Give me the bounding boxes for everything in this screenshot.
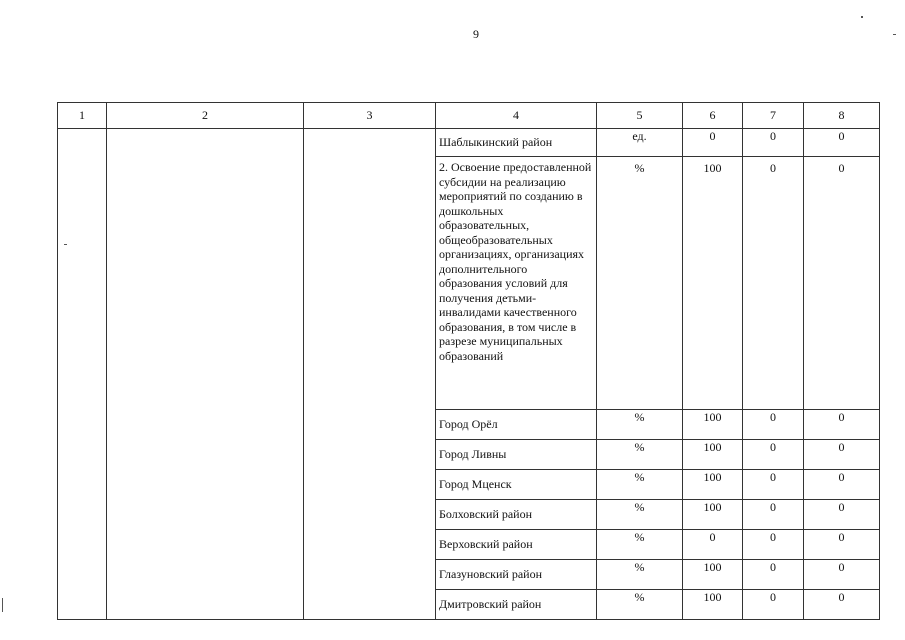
table-row	[58, 129, 880, 157]
scan-speck	[893, 34, 896, 35]
value-col7: 0	[743, 530, 804, 560]
value-col7: 0	[743, 129, 804, 157]
value-col6: 100	[683, 157, 743, 410]
indicator-name: Дмитровский район	[436, 590, 597, 620]
indicator-name: Глазуновский район	[436, 560, 597, 590]
value-col8: 0	[804, 440, 880, 470]
indicator-name: Город Орёл	[436, 410, 597, 440]
data-table	[57, 102, 880, 620]
merged-cell-col1	[58, 129, 107, 620]
value-col6: 100	[683, 500, 743, 530]
unit-cell: %	[597, 440, 683, 470]
value-col8: 0	[804, 157, 880, 410]
value-col8: 0	[804, 410, 880, 440]
value-col8: 0	[804, 470, 880, 500]
scan-speck	[861, 16, 863, 18]
value-col7: 0	[743, 500, 804, 530]
value-col8: 0	[804, 129, 880, 157]
indicator-name: 2. Освоение предоставленной субсидии на реализацию мероприятий по созданию в дошкольных образовательных, общеобразовательных организациях, организациях дополнительного образования условий для получения детьми-инвалидами качественного образования, в том числе в разрезе муниципальных образований	[436, 157, 597, 410]
value-col8: 0	[804, 590, 880, 620]
column-header: 4	[436, 103, 597, 129]
merged-cell-col3	[304, 129, 436, 620]
unit-cell: %	[597, 500, 683, 530]
scan-speck	[2, 598, 3, 612]
value-col6: 100	[683, 410, 743, 440]
table-header-row	[58, 103, 880, 129]
value-col8: 0	[804, 500, 880, 530]
column-header: 3	[304, 103, 436, 129]
column-header: 8	[804, 103, 880, 129]
value-col7: 0	[743, 410, 804, 440]
value-col7: 0	[743, 560, 804, 590]
indicator-name: Город Ливны	[436, 440, 597, 470]
column-header: 2	[107, 103, 304, 129]
value-col7: 0	[743, 470, 804, 500]
unit-cell: %	[597, 590, 683, 620]
value-col6: 100	[683, 470, 743, 500]
indicator-name: Город Мценск	[436, 470, 597, 500]
merged-cell-col2	[107, 129, 304, 620]
column-header: 7	[743, 103, 804, 129]
unit-cell: %	[597, 157, 683, 410]
unit-cell: %	[597, 470, 683, 500]
unit-cell: %	[597, 410, 683, 440]
value-col7: 0	[743, 157, 804, 410]
value-col6: 0	[683, 530, 743, 560]
indicator-name: Верховский район	[436, 530, 597, 560]
unit-cell: %	[597, 530, 683, 560]
value-col8: 0	[804, 530, 880, 560]
value-col6: 100	[683, 560, 743, 590]
value-col7: 0	[743, 590, 804, 620]
value-col6: 100	[683, 590, 743, 620]
value-col7: 0	[743, 440, 804, 470]
value-col6: 0	[683, 129, 743, 157]
value-col8: 0	[804, 560, 880, 590]
unit-cell: %	[597, 560, 683, 590]
indicator-name: Шаблыкинский район	[436, 129, 597, 157]
unit-cell: ед.	[597, 129, 683, 157]
column-header: 1	[58, 103, 107, 129]
column-header: 6	[683, 103, 743, 129]
page-number: 9	[473, 27, 479, 41]
indicator-name: Болховский район	[436, 500, 597, 530]
value-col6: 100	[683, 440, 743, 470]
column-header: 5	[597, 103, 683, 129]
